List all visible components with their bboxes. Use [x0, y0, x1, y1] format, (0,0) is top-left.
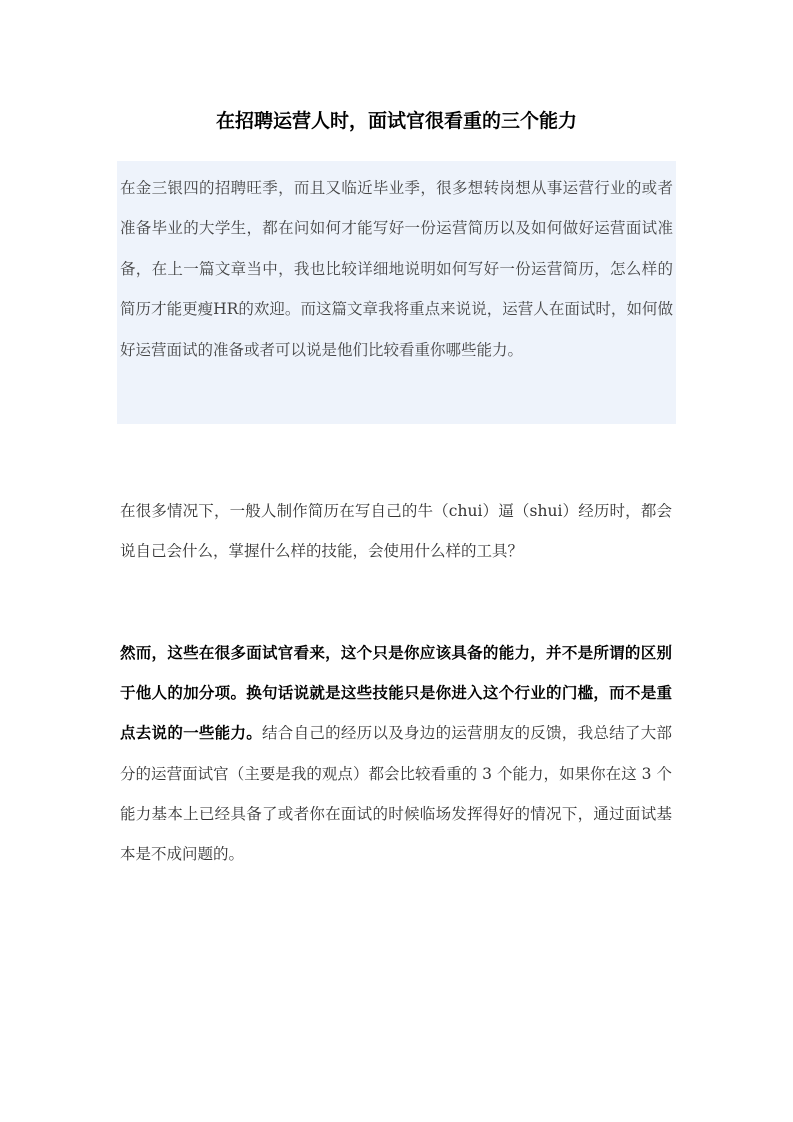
- emphasis-text: 然而，这些在很多面试官看来，这个只是你应该具备的能力，并不是所谓的区别于他人的加分项。换句话说就是这些技能只是你进入这个行业的门槛，而不是重点去说的一些能力。: [120, 644, 672, 743]
- intro-paragraph: 在金三银四的招聘旺季，而且又临近毕业季，很多想转岗想从事运营行业的或者准备毕业的大学生，都在问如何才能写好一份运营简历以及如何做好运营面试准备，在上一篇文章当中，我也比较详细地说明如何写好一份运营简历，怎么样的简历才能更瘦HR的欢迎。而这篇文章我将重点来说说，运营人在面试时，如何做好运营面试的准备或者可以说是他们比较看重你哪些能力。: [120, 179, 673, 359]
- body-paragraph-2: [120, 633, 672, 874]
- paragraph-2-continuation: 结合自己的经历以及身边的运营朋友的反馈，我总结了大部分的运营面试官（主要是我的观点）都会比较看重的 3 个能力，如果你在这 3 个能力基本上已经具备了或者你在面试的时候临场发挥得好的情况下，通过面试基本是不成问题的。: [120, 724, 672, 864]
- body-paragraph-1: 在很多情况下，一般人制作简历在写自己的牛（chui）逼（shui）经历时，都会说自己会什么，掌握什么样的技能，会使用什么样的工具？: [120, 502, 672, 561]
- article-title: 在招聘运营人时，面试官很看重的三个能力: [215, 110, 577, 132]
